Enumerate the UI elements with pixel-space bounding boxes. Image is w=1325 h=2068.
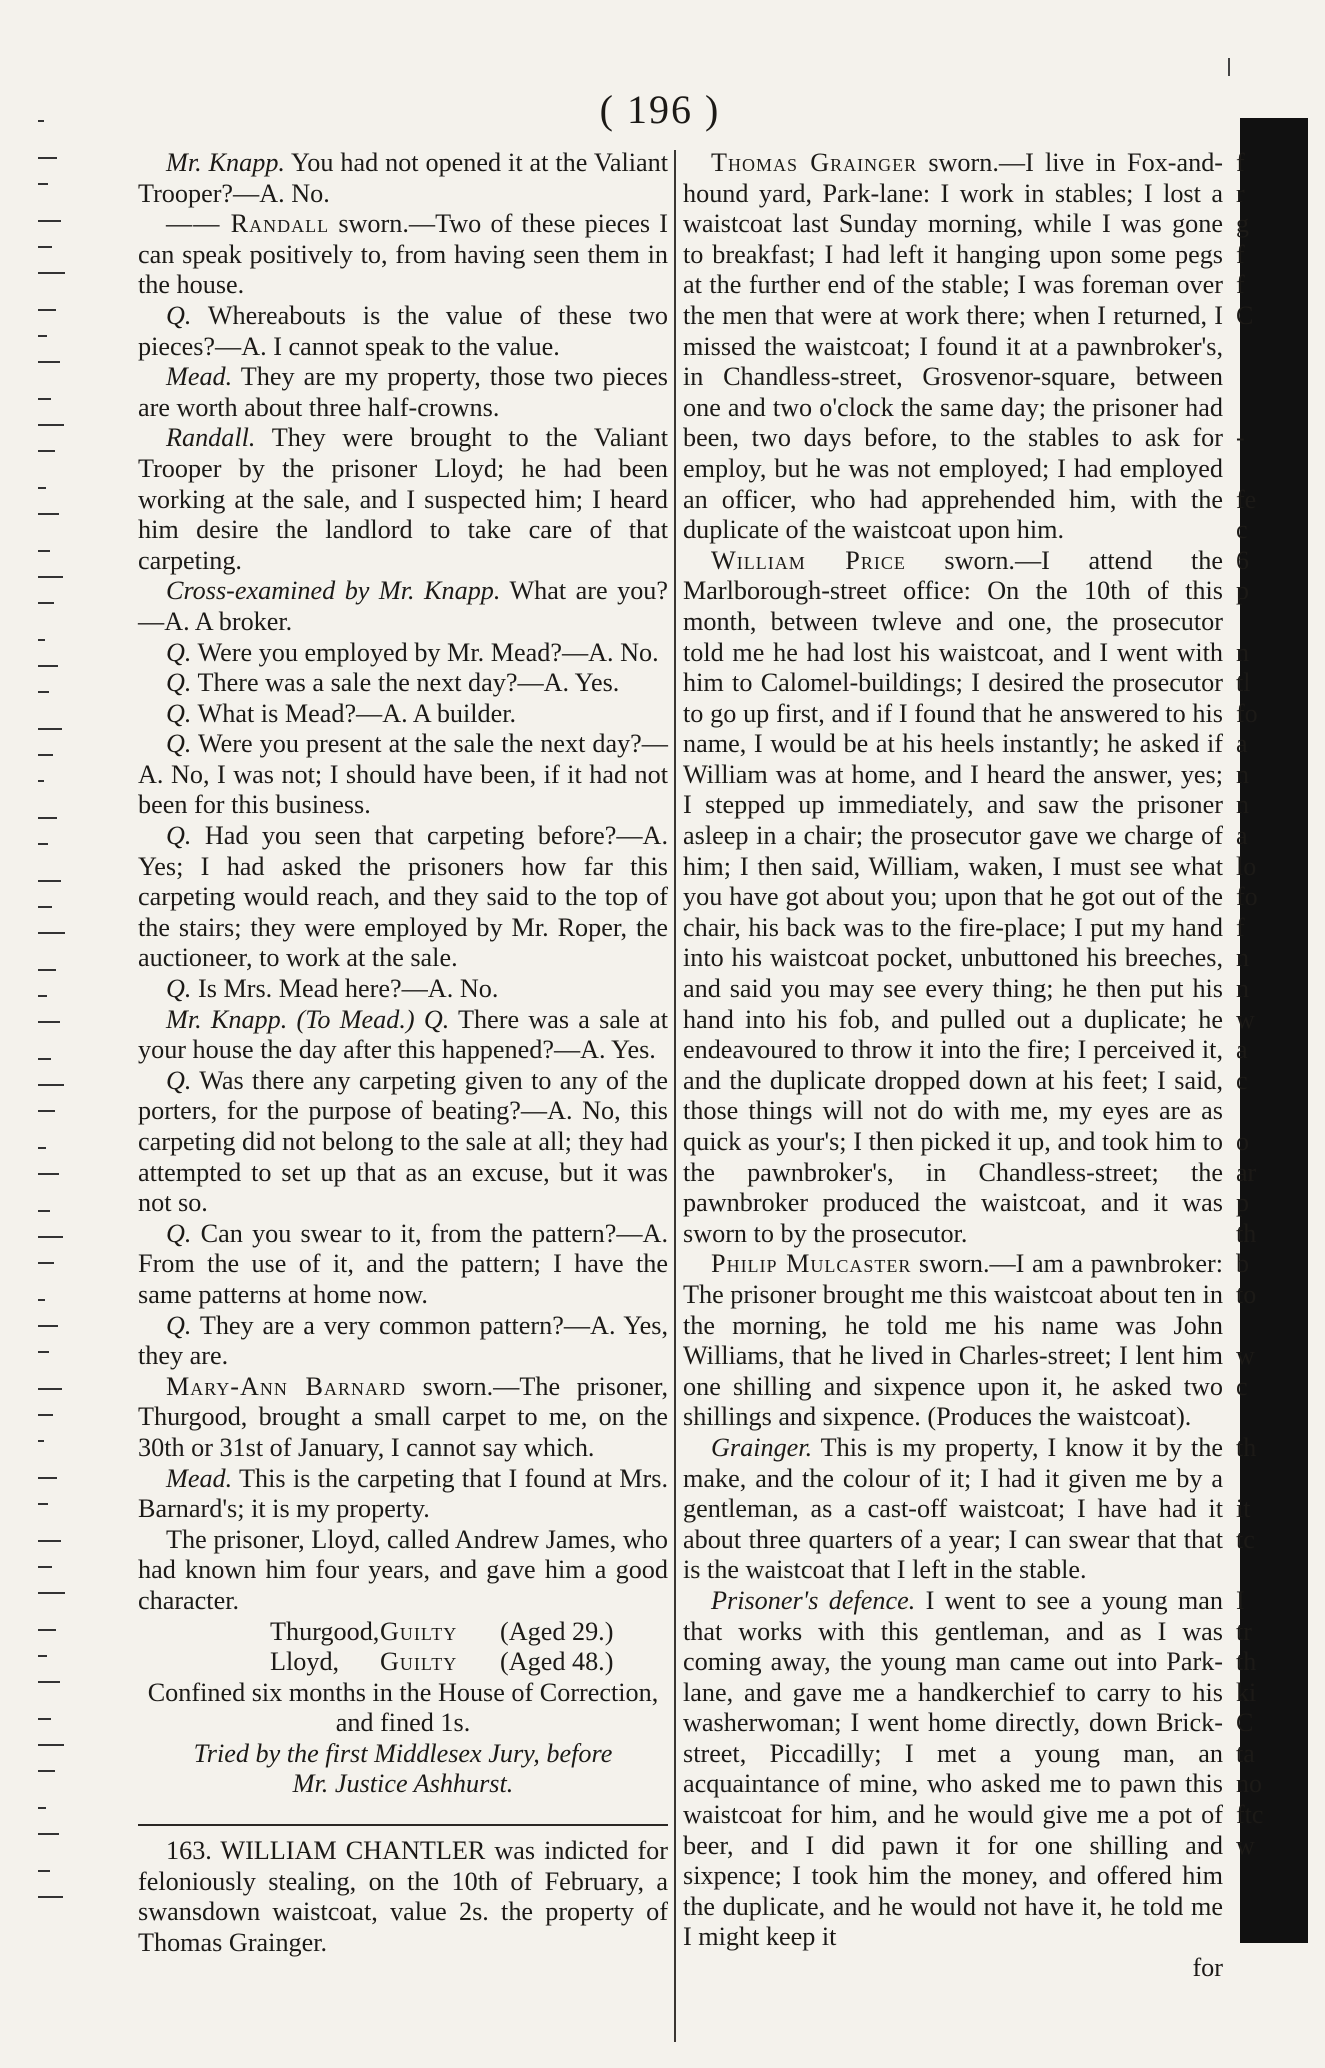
binding-mark: [38, 1870, 50, 1872]
paragraph-text: This is my property, I know it by the make, and the colour of it; I had it given me by a gentleman, as a cast-off waistcoat; I have had it about three quarters of a year; I can swear that that is the waistcoat that I left in the stable.: [683, 1432, 1223, 1585]
binding-mark: [38, 220, 61, 222]
top-margin-mark: [1228, 58, 1230, 76]
binding-mark: [38, 665, 58, 667]
speaker-label: Q.: [166, 637, 192, 667]
paragraph: [138, 668, 668, 699]
margin-fragment: g: [1236, 209, 1249, 239]
paragraph: [138, 576, 668, 637]
margin-fragment: th: [1236, 1218, 1257, 1248]
speaker-label: Grainger.: [711, 1432, 813, 1462]
paragraph-text: Whereabouts is the value of these two pieces?—A. I cannot speak to the value.: [138, 300, 668, 361]
margin-fragment: c: [1236, 1065, 1248, 1095]
margin-fragment: th: [1236, 1432, 1257, 1462]
margin-fragment: [1236, 607, 1306, 638]
margin-fragment: [1236, 1464, 1306, 1495]
margin-fragment: [1236, 393, 1306, 424]
binding-mark: [38, 1388, 62, 1390]
left-edge-marks: [28, 120, 68, 1960]
margin-fragment: lo: [1236, 851, 1257, 881]
binding-mark: [38, 576, 63, 578]
paragraph-text: What is Mead?—A. A builder.: [191, 698, 517, 728]
speaker-label: Thomas Grainger: [711, 148, 918, 177]
case-163: 163. WILLIAM CHANTLER was indicted for feloniously stealing, on the 10th of February, a swansdown waistcoat, value 2s. the property of Thomas Grainger.: [138, 1836, 668, 1957]
binding-mark: [38, 932, 65, 934]
binding-mark: [38, 754, 53, 756]
margin-fragment: ar: [1236, 1157, 1257, 1187]
binding-mark: [38, 157, 57, 159]
defendant-age: (Aged 29.): [500, 1616, 614, 1646]
binding-mark: [38, 272, 65, 274]
tried-line-2: Mr. Justice Ashhurst.: [292, 1769, 514, 1799]
speaker-label: Q.: [166, 300, 192, 330]
binding-mark: [38, 1110, 55, 1112]
margin-fragment: [1236, 1096, 1306, 1127]
binding-mark: [38, 1351, 49, 1353]
binding-mark: [38, 880, 61, 882]
margin-fragment: [1236, 1311, 1306, 1342]
binding-mark: [38, 398, 51, 400]
tried-line-1: Tried by the first Middlesex Jury, before: [193, 1738, 613, 1768]
margin-fragment: fe: [1236, 484, 1257, 514]
defendant-age: (Aged 48.): [500, 1647, 614, 1677]
binding-mark: [38, 817, 57, 819]
margin-fragment: f: [1236, 912, 1245, 942]
binding-mark: [38, 1718, 51, 1720]
right-column: [683, 148, 1223, 1984]
margin-fragment: c: [1236, 515, 1248, 545]
binding-mark: [38, 1414, 53, 1416]
paragraph: [683, 1586, 1223, 1953]
speaker-label: Mr. Knapp. (To Mead.) Q.: [166, 1004, 450, 1034]
paragraph-text: The prisoner, Lloyd, called Andrew James, who had known him four years, and gave him a good character.: [138, 1524, 668, 1615]
paragraph: [138, 729, 668, 821]
binding-mark: [38, 1262, 54, 1264]
binding-mark: [38, 691, 49, 693]
paragraph: [138, 362, 668, 423]
paragraph-text: sworn.—The prisoner, Thurgood, brought a small carpet to me, on the 30th or 31st of January, I cannot say which.: [138, 1371, 668, 1462]
binding-mark: [38, 246, 52, 248]
margin-fragment: b: [1236, 1249, 1249, 1279]
paragraph: [138, 1005, 668, 1066]
speaker-label: Q.: [166, 1310, 192, 1340]
margin-fragment: fo: [1236, 882, 1258, 912]
margin-fragment: [1236, 362, 1306, 393]
margin-fragment: tl: [1236, 668, 1251, 698]
margin-fragment: [1236, 332, 1306, 363]
speaker-label: Q.: [166, 698, 192, 728]
margin-fragment: a: [1236, 821, 1248, 851]
paragraph-text: Were you employed by Mr. Mead?—A. No.: [191, 637, 659, 667]
margin-fragment: -: [1236, 423, 1245, 453]
margin-fragment: tr: [1236, 1616, 1252, 1646]
margin-fragment: a: [1236, 729, 1248, 759]
paragraph-text: Can you swear to it, from the pattern?—A. From the use of it, and the pattern; I have the same patterns at home now.: [138, 1218, 668, 1309]
paragraph: [138, 301, 668, 362]
binding-mark: [38, 1477, 57, 1479]
verdict: Guilty: [380, 1616, 458, 1646]
paragraph: [138, 1066, 668, 1219]
binding-mark: [38, 602, 54, 604]
binding-mark: [38, 183, 48, 185]
binding-mark: [38, 1655, 47, 1657]
binding-mark: [38, 487, 46, 489]
paragraph-text: What are you?—A. A broker.: [138, 576, 668, 636]
binding-mark: [38, 1440, 44, 1442]
paragraph: [138, 638, 668, 669]
binding-mark: [38, 906, 52, 908]
paragraph: [138, 1219, 668, 1311]
margin-fragment: o: [1236, 1127, 1249, 1156]
verdict-line: [138, 1647, 668, 1678]
binding-mark: [38, 1807, 46, 1809]
speaker-label: Q.: [166, 974, 192, 1004]
binding-mark: [38, 1592, 65, 1594]
binding-mark: [38, 1147, 46, 1149]
margin-fragment: it: [1236, 1494, 1251, 1524]
defendant-name: Thurgood,: [270, 1616, 380, 1646]
paragraph: [138, 1311, 668, 1372]
binding-mark: [38, 1325, 58, 1327]
paragraph-text: There was a sale at your house the day after this happened?—A. Yes.: [138, 1004, 668, 1065]
paragraph: [138, 974, 668, 1005]
paragraph: [138, 699, 668, 730]
catchword: for: [1192, 1953, 1223, 1983]
margin-fragment: C: [1236, 1708, 1254, 1738]
binding-mark: [38, 550, 50, 552]
paragraph: [683, 546, 1223, 1250]
margin-fragment: C: [1236, 300, 1254, 330]
paragraph-text: They are a very common pattern?—A. Yes, they are.: [138, 1310, 668, 1371]
paragraph: [138, 1464, 668, 1525]
paragraph-text: There was a sale the next day?—A. Yes.: [191, 668, 620, 698]
margin-fragment: n: [1236, 759, 1249, 789]
page-number: ( 196 ): [599, 87, 721, 132]
margin-fragment: f: [1236, 239, 1245, 269]
paragraph-text: sworn.—I attend the Marlborough-street office: On the 10th of this month, between twleve and one, the prosecutor told me he had lost his waistcoat, and I went with him to Calomel-buildings; I desired the prosecutor to go up first, and if I found that he answered to his name, I would be at his heels instantly; he asked if William was at home, and I heard the answer, yes; I stepped up immediately, and saw the prisoner asleep in a chair; the prosecutor gave we charge of him; I then said, William, waken, I must see what you have got about you; upon that he got out of the chair, his back was to the fire-place; I put my hand into his waistcoat pocket, unbuttoned his breeches, and said you may see every thing; he then put his hand into his fob, and pulled out a duplicate; he endeavoured to throw it into the fire; I perceived it, and the duplicate dropped down at his feet; I said, those things will not do with me, my eyes are as quick as your's; I then picked it up, and took him to the pawnbroker's, in Chandless-street; the pawnbroker produced the waistcoat, and it was sworn to by the prosecutor.: [683, 545, 1223, 1248]
margin-fragment: [1236, 1402, 1306, 1433]
speaker-label: Mead.: [166, 362, 233, 392]
binding-mark: [38, 728, 62, 730]
binding-mark: [38, 780, 44, 782]
verdict-line: [138, 1617, 668, 1648]
paragraph-text: Had you seen that carpeting before?—A. Yes; I had asked the prisoners how far this carpeting would reach, and they said to the top of the stairs; they were employed by Mr. Roper, the auctioneer, to work at the sale.: [138, 821, 668, 973]
binding-mark: [38, 513, 59, 515]
margin-fragment: f: [1236, 270, 1245, 300]
margin-fragment: p: [1236, 1188, 1249, 1218]
margin-fragment: 6: [1236, 545, 1249, 575]
paragraph-text: Were you present at the sale the next day?—A. No, I was not; I should have been, if it had not been for this business.: [138, 729, 668, 820]
binding-mark: [38, 995, 47, 997]
margin-fragment: tc: [1236, 1524, 1255, 1554]
margin-fragment: n: [1236, 943, 1249, 973]
verdict: Guilty: [380, 1647, 458, 1677]
margin-fragment: r: [1236, 178, 1245, 208]
paragraph-text: Was there any carpeting given to any of the porters, for the purpose of beating?—A. No, this carpeting did not belong to the sale at all; they had attempted to set up that as an excuse, but it was not so.: [138, 1065, 668, 1218]
paragraph-text: This is the carpeting that I found at Mrs. Barnard's; it is my property.: [138, 1463, 668, 1524]
binding-mark: [38, 1540, 61, 1542]
verdict-block: [138, 1617, 668, 1678]
margin-fragment: to: [1236, 1279, 1257, 1309]
paragraph: [138, 1525, 668, 1617]
speaker-label: Q.: [166, 1065, 192, 1095]
paragraph: [138, 148, 668, 209]
binding-mark: [38, 639, 45, 641]
binding-mark: [38, 1236, 63, 1238]
speaker-label: Mary-Ann Barnard: [166, 1371, 407, 1401]
binding-mark: [38, 309, 56, 311]
margin-fragment: w: [1236, 1341, 1255, 1371]
speaker-label: —— Randall: [166, 209, 330, 239]
margin-fragment: n: [1236, 637, 1249, 667]
margin-fragment: n: [1236, 790, 1249, 820]
margin-fragment: th: [1236, 1647, 1257, 1677]
binding-mark: [38, 843, 48, 845]
binding-mark: [38, 424, 64, 426]
speaker-label: Mr. Knapp.: [166, 148, 285, 177]
margin-fragment: [1236, 454, 1306, 485]
defendant-name: Lloyd,: [270, 1647, 340, 1677]
paragraph-text: sworn.—I am a pawnbroker: The prisoner brought me this waistcoat about ten in the morning, he told me his name was John Williams, that he lived in Charles-street; I lent him one shilling and sixpence upon it, he asked two shillings and sixpence. (Produces the waistcoat).: [683, 1249, 1223, 1432]
binding-mark: [38, 1021, 60, 1023]
margin-fragment: c: [1236, 1371, 1248, 1401]
margin-fragment: p: [1236, 576, 1249, 606]
binding-mark: [38, 1173, 59, 1175]
binding-mark: [38, 1629, 56, 1631]
margin-fragment: ki: [1236, 1677, 1257, 1707]
binding-mark: [38, 1681, 60, 1683]
binding-mark: [38, 1058, 51, 1060]
left-column: [138, 148, 668, 1958]
speaker-label: Prisoner's defence.: [711, 1585, 916, 1615]
margin-fragment: w: [1236, 1004, 1255, 1034]
paragraph: [138, 1372, 668, 1464]
speaker-label: Philip Mulcaster: [711, 1249, 912, 1279]
paragraph-text: Is Mrs. Mead here?—A. No.: [191, 974, 499, 1004]
margin-fragment: ftc: [1236, 1800, 1264, 1830]
margin-fragment: I: [1236, 1585, 1245, 1615]
paragraph: [683, 1249, 1223, 1433]
margin-fragment: f: [1236, 148, 1245, 177]
section-rule: [138, 1824, 668, 1826]
binding-mark: [38, 450, 55, 452]
binding-mark: [38, 1770, 55, 1772]
paragraph-text: I went to see a young man that works with this gentleman, and as I was coming away, the young man came out into Park-lane, and gave me a handkerchief to carry to his washerwoman; I went home directly, down Brick-street, Piccadilly; I met a young man, an acquaintance of mine, who asked me to pawn this waistcoat for him, and he would give me a pot of beer, and I did pawn it for one shilling and sixpence; I took him the money, and offered him the duplicate, and he would not have it, he told me I might keep it: [683, 1585, 1223, 1952]
binding-mark: [38, 969, 56, 971]
speaker-label: William Price: [711, 545, 906, 575]
binding-mark: [38, 1896, 63, 1898]
speaker-label: Cross-examined by Mr. Knapp.: [166, 576, 501, 606]
binding-mark: [38, 120, 44, 122]
binding-mark: [38, 1210, 50, 1212]
paragraph: [138, 821, 668, 974]
paragraph: [683, 148, 1223, 546]
binding-mark: [38, 1084, 64, 1086]
margin-fragment: fo: [1236, 698, 1258, 728]
paragraph-text: They are my property, those two pieces are worth about three half-crowns.: [138, 362, 668, 422]
paragraph: [138, 423, 668, 576]
facing-page-fragments: [1236, 148, 1306, 1861]
margin-fragment: w: [1236, 1830, 1255, 1860]
margin-fragment: n: [1236, 974, 1249, 1004]
sentence: Confined six months in the House of Correction, and fined 1s.: [147, 1677, 659, 1738]
binding-mark: [38, 1503, 48, 1505]
margin-fragment: no: [1236, 1769, 1262, 1799]
binding-mark: [38, 1744, 64, 1746]
paragraph-text: sworn.—I live in Fox-and-hound yard, Park-lane: I work in stables; I lost a waistcoat last Sunday morning, while I was gone to breakfast; I had left it hanging upon some pegs at the further end of the stable; I was foreman over the men that were at work there; when I returned, I missed the waistcoat; I found it at a pawnbroker's, in Chandless-street, Grosvenor-square, between one and two o'clock the same day; the prisoner had been, two days before, to the stables to ask for employ, but he was not employed; I had employed an officer, who had apprehended him, with the duplicate of the waistcoat upon him.: [683, 148, 1224, 545]
speaker-label: Q.: [166, 821, 192, 851]
margin-fragment: ta: [1236, 1738, 1255, 1768]
margin-fragment: a: [1236, 1035, 1248, 1065]
speaker-label: Q.: [166, 668, 192, 698]
paragraph-text: sworn.—Two of these pieces I can speak positively to, from having seen them in the house.: [138, 209, 668, 300]
speaker-label: Q.: [166, 729, 192, 759]
binding-mark: [38, 1833, 59, 1835]
binding-mark: [38, 1299, 45, 1301]
paragraph-text: You had not opened it at the Valiant Trooper?—A. No.: [138, 148, 669, 208]
binding-mark: [38, 361, 60, 363]
speaker-label: Q.: [166, 1218, 192, 1248]
binding-mark: [38, 1566, 52, 1568]
speaker-label: Randall.: [166, 423, 256, 453]
paragraph: [138, 209, 668, 301]
paragraph-text: They were brought to the Valiant Trooper by the prisoner Lloyd; he had been working at the sale, and I suspected him; I heard him desire the landlord to take care of that carpeting.: [138, 423, 668, 575]
speaker-label: Mead.: [166, 1463, 233, 1493]
margin-fragment: [1236, 1555, 1306, 1586]
column-divider: [674, 150, 676, 2042]
paragraph: [683, 1433, 1223, 1586]
binding-mark: [38, 335, 47, 337]
